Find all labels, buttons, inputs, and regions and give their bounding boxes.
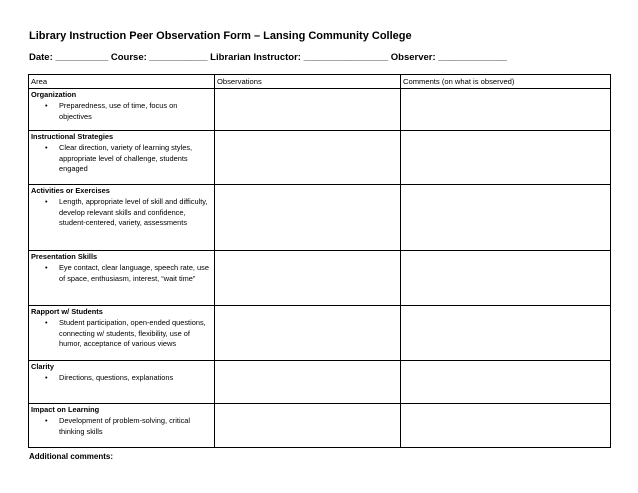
area-cell (29, 361, 215, 404)
comments-cell[interactable] (401, 89, 611, 131)
form-meta-line: Date: __________ Course: ___________ Librarian Instructor: ________________ Observer: _____________ (29, 52, 507, 63)
table-row (29, 251, 611, 306)
header-observations: Observations (215, 75, 401, 89)
observations-cell[interactable] (215, 185, 401, 251)
table-row (29, 361, 611, 404)
area-cell (29, 306, 215, 361)
area-title: Rapport w/ Students (31, 307, 103, 316)
table-row (29, 185, 611, 251)
comments-cell[interactable] (401, 131, 611, 185)
comments-cell[interactable] (401, 404, 611, 448)
area-title: Organization (31, 90, 77, 99)
area-bullet: • Length, appropriate level of skill and difficulty, develop relevant skills and confidence, student-centered, variety, assessments (59, 197, 212, 228)
area-bullet: • Development of problem-solving, critical thinking skills (59, 416, 212, 437)
observations-cell[interactable] (215, 251, 401, 306)
area-cell (29, 404, 215, 448)
header-comments: Comments (on what is observed) (401, 75, 611, 89)
area-bullet: • Student participation, open-ended questions, connecting w/ students, flexibility, use of humor, acceptance of various views (59, 318, 212, 349)
area-title: Presentation Skills (31, 252, 98, 261)
area-cell (29, 131, 215, 185)
table-row (29, 404, 611, 448)
observations-cell[interactable] (215, 306, 401, 361)
comments-cell[interactable] (401, 306, 611, 361)
area-title: Clarity (31, 362, 55, 371)
observation-table (28, 74, 611, 448)
area-bullet: • Directions, questions, explanations (59, 373, 212, 383)
observations-cell[interactable] (215, 361, 401, 404)
additional-comments-label: Additional comments: (29, 452, 114, 461)
form-title: Library Instruction Peer Observation Form – Lansing Community College (29, 30, 412, 42)
area-cell (29, 185, 215, 251)
area-bullet: • Clear direction, variety of learning styles, appropriate level of challenge, students engaged (59, 143, 212, 174)
observations-cell[interactable] (215, 131, 401, 185)
comments-cell[interactable] (401, 361, 611, 404)
area-cell (29, 89, 215, 131)
area-bullet: • Preparedness, use of time, focus on objectives (59, 101, 212, 122)
observations-cell[interactable] (215, 89, 401, 131)
comments-cell[interactable] (401, 185, 611, 251)
table-header-row (29, 75, 611, 89)
observations-cell[interactable] (215, 404, 401, 448)
area-title: Impact on Learning (31, 405, 100, 414)
area-title: Activities or Exercises (31, 186, 110, 195)
area-cell (29, 251, 215, 306)
table-row (29, 131, 611, 185)
area-bullet: • Eye contact, clear language, speech rate, use of space, enthusiasm, interest, “wait time” (59, 263, 212, 284)
area-title: Instructional Strategies (31, 132, 114, 141)
table-row (29, 306, 611, 361)
header-area: Area (29, 75, 215, 89)
comments-cell[interactable] (401, 251, 611, 306)
table-row (29, 89, 611, 131)
